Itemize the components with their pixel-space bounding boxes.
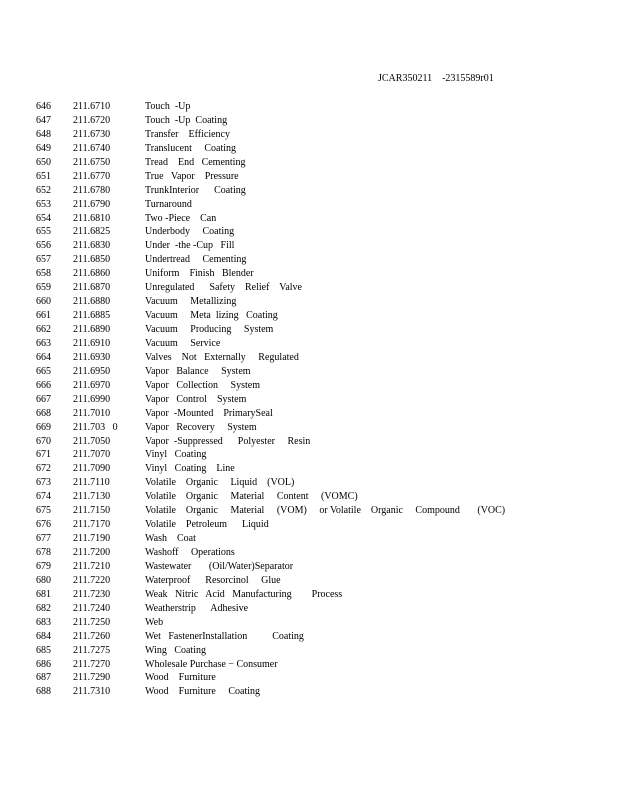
item-number: 651 xyxy=(36,170,51,182)
item-number: 659 xyxy=(36,282,51,294)
section-number: 211.7190 xyxy=(73,533,111,545)
defined-term: Tread End Cementing xyxy=(145,156,246,168)
defined-term: Web xyxy=(145,616,164,628)
defined-term: Volatile Petroleum Liquid xyxy=(145,519,269,531)
defined-term: Vapor Recovery System xyxy=(145,421,257,433)
defined-term: TrunkInterior Coating xyxy=(145,184,246,196)
list-item xyxy=(0,281,618,295)
item-number: 676 xyxy=(36,519,51,531)
list-item xyxy=(0,379,618,393)
defined-term: Under -the -Cup Fill xyxy=(145,240,235,252)
section-number: 211.7150 xyxy=(73,505,111,517)
defined-term: Wood Furniture Coating xyxy=(145,686,261,698)
list-item xyxy=(0,602,618,616)
defined-term: Vapor -Mounted PrimarySeal xyxy=(145,407,273,419)
item-number: 649 xyxy=(36,142,51,154)
section-number: 211.6730 xyxy=(73,128,111,140)
section-number: 211.7290 xyxy=(73,672,111,684)
list-item xyxy=(0,100,618,114)
section-number: 211.6885 xyxy=(73,310,111,322)
section-number: 211.703 0 xyxy=(73,421,118,433)
item-number: 654 xyxy=(36,212,51,224)
list-item xyxy=(0,156,618,170)
defined-term: Two -Piece Can xyxy=(145,212,217,224)
section-number: 211.6710 xyxy=(73,101,111,112)
item-number: 685 xyxy=(36,644,51,656)
list-item xyxy=(0,365,618,379)
list-item xyxy=(0,337,618,351)
defined-term: Wastewater (Oil/Water)Separator xyxy=(145,560,294,572)
section-number: 211.6950 xyxy=(73,365,111,377)
list-item xyxy=(0,448,618,462)
list-item xyxy=(0,476,618,490)
item-number: 657 xyxy=(36,254,51,266)
list-item xyxy=(0,616,618,630)
defined-term: Vapor Balance System xyxy=(145,365,251,377)
list-item xyxy=(0,532,618,546)
list-item xyxy=(0,267,618,281)
defined-term: Vapor -Suppressed Polyester Resin xyxy=(145,435,311,447)
section-number: 211.6825 xyxy=(73,226,111,238)
defined-term: Transfer Efficiency xyxy=(145,128,230,140)
list-item xyxy=(0,393,618,407)
item-number: 670 xyxy=(36,435,51,447)
defined-term: Vacuum Meta lizing Coating xyxy=(145,310,278,322)
defined-term: Underbody Coating xyxy=(145,226,235,238)
item-number: 652 xyxy=(36,184,51,196)
section-number: 211.6970 xyxy=(73,379,111,391)
section-number: 211.7240 xyxy=(73,602,111,614)
list-item xyxy=(0,421,618,435)
list-item xyxy=(0,114,618,128)
item-number: 672 xyxy=(36,463,51,475)
defined-term: Waterproof Resorcinol Glue xyxy=(145,574,281,586)
section-number: 211.7270 xyxy=(73,658,111,670)
defined-term: Valves Not Externally Regulated xyxy=(145,351,299,363)
section-number: 211.6890 xyxy=(73,324,111,335)
list-item xyxy=(0,142,618,156)
item-number: 647 xyxy=(36,114,51,126)
section-number: 211.6870 xyxy=(73,282,111,294)
list-item xyxy=(0,323,618,337)
section-number: 211.7130 xyxy=(73,491,111,503)
document-id-header: JCAR350211 -2315589r01 xyxy=(378,73,494,84)
defined-term: Weak Nitric Acid Manufacturing Process xyxy=(145,588,343,600)
list-item xyxy=(0,435,618,449)
defined-term: Touch -Up Coating xyxy=(145,114,228,126)
list-item xyxy=(0,212,618,226)
item-number: 660 xyxy=(36,296,51,308)
defined-term: Vacuum Service xyxy=(145,337,221,349)
item-number: 684 xyxy=(36,630,51,642)
list-item xyxy=(0,518,618,532)
list-item xyxy=(0,295,618,309)
item-number: 677 xyxy=(36,533,51,545)
list-item xyxy=(0,574,618,588)
list-item xyxy=(0,644,618,658)
item-number: 661 xyxy=(36,310,51,322)
defined-term: Uniform Finish Blender xyxy=(145,268,254,280)
item-number: 669 xyxy=(36,421,51,433)
item-number: 646 xyxy=(36,101,51,112)
item-number: 665 xyxy=(36,365,51,377)
section-number: 211.7275 xyxy=(73,644,111,656)
list-item xyxy=(0,504,618,518)
defined-term: Washoff Operations xyxy=(145,547,235,558)
item-number: 679 xyxy=(36,560,51,572)
item-number: 671 xyxy=(36,449,51,461)
list-item xyxy=(0,462,618,476)
defined-term: Volatile Organic Liquid (VOL) xyxy=(145,477,295,489)
defined-term: True Vapor Pressure xyxy=(145,170,239,182)
defined-term: Wood Furniture xyxy=(145,672,216,684)
list-item xyxy=(0,128,618,142)
section-number: 211.7220 xyxy=(73,574,111,586)
defined-term: Unregulated Safety Relief Valve xyxy=(145,282,302,294)
defined-term: Touch -Up xyxy=(145,101,191,112)
section-number: 211.7090 xyxy=(73,463,111,475)
section-number: 211.6880 xyxy=(73,296,111,308)
item-number: 664 xyxy=(36,351,51,363)
list-item xyxy=(0,309,618,323)
list-item xyxy=(0,170,618,184)
item-number: 674 xyxy=(36,491,51,503)
list-item xyxy=(0,198,618,212)
list-item xyxy=(0,490,618,504)
section-number: 211.6850 xyxy=(73,254,111,266)
section-number: 211.7170 xyxy=(73,519,111,531)
item-number: 663 xyxy=(36,337,51,349)
section-number: 211.6740 xyxy=(73,142,111,154)
list-item xyxy=(0,225,618,239)
defined-term: Vapor Collection System xyxy=(145,379,260,391)
item-number: 650 xyxy=(36,156,51,168)
section-number: 211.6860 xyxy=(73,268,111,280)
item-number: 655 xyxy=(36,226,51,238)
item-number: 662 xyxy=(36,324,51,335)
section-number: 211.7210 xyxy=(73,560,111,572)
item-number: 673 xyxy=(36,477,51,489)
item-number: 681 xyxy=(36,588,51,600)
section-number: 211.7010 xyxy=(73,407,111,419)
defined-term: Volatile Organic Material (VOM) or Volatile Organic Compound (VOC) xyxy=(145,505,506,517)
item-number: 668 xyxy=(36,407,51,419)
section-number: 211.6720 xyxy=(73,114,111,126)
section-number: 211.6930 xyxy=(73,351,111,363)
section-number: 211.7230 xyxy=(73,588,111,600)
list-item xyxy=(0,588,618,602)
item-number: 687 xyxy=(36,672,51,684)
item-number: 656 xyxy=(36,240,51,252)
defined-term: Vacuum Producing System xyxy=(145,324,274,335)
defined-term: Wing Coating xyxy=(145,644,206,656)
list-item xyxy=(0,407,618,421)
item-number: 653 xyxy=(36,198,51,210)
item-number: 666 xyxy=(36,379,51,391)
list-item xyxy=(0,239,618,253)
list-item xyxy=(0,253,618,267)
list-item xyxy=(0,658,618,672)
defined-term: Undertread Cementing xyxy=(145,254,247,266)
defined-term: Wash Coat xyxy=(145,533,196,545)
list-item xyxy=(0,546,618,560)
defined-term: Vacuum Metallizing xyxy=(145,296,237,308)
section-number: 211.7200 xyxy=(73,547,111,558)
item-number: 667 xyxy=(36,393,51,405)
section-number: 211.6770 xyxy=(73,170,111,182)
item-number: 680 xyxy=(36,574,51,586)
defined-term: Turnaround xyxy=(145,198,192,210)
list-item xyxy=(0,685,618,699)
section-number: 211.6810 xyxy=(73,212,111,224)
item-number: 658 xyxy=(36,268,51,280)
item-number: 675 xyxy=(36,505,51,517)
list-item xyxy=(0,184,618,198)
item-number: 648 xyxy=(36,128,51,140)
defined-term: Vinyl Coating xyxy=(145,449,207,461)
section-number: 211.7050 xyxy=(73,435,111,447)
defined-term: Wet FastenerInstallation Coating xyxy=(145,630,304,642)
section-number: 211.7250 xyxy=(73,616,111,628)
list-item xyxy=(0,630,618,644)
defined-term: Volatile Organic Material Content (VOMC) xyxy=(145,491,358,503)
defined-term: Vinyl Coating Line xyxy=(145,463,235,475)
item-number: 678 xyxy=(36,547,51,558)
item-number: 682 xyxy=(36,602,51,614)
defined-term: Translucent Coating xyxy=(145,142,237,154)
section-number: 211.7110 xyxy=(73,477,110,489)
section-number: 211.7260 xyxy=(73,630,111,642)
section-number: 211.6790 xyxy=(73,198,111,210)
defined-term: Wholesale Purchase − Consumer xyxy=(145,658,278,670)
section-number: 211.6910 xyxy=(73,337,111,349)
item-number: 688 xyxy=(36,686,51,698)
list-item xyxy=(0,351,618,365)
item-number: 686 xyxy=(36,658,51,670)
section-number: 211.6750 xyxy=(73,156,111,168)
defined-term: Vapor Control System xyxy=(145,393,247,405)
section-number: 211.7070 xyxy=(73,449,111,461)
section-number: 211.7310 xyxy=(73,686,111,698)
section-number: 211.6830 xyxy=(73,240,111,252)
item-number: 683 xyxy=(36,616,51,628)
section-number: 211.6780 xyxy=(73,184,111,196)
section-number: 211.6990 xyxy=(73,393,111,405)
list-item xyxy=(0,560,618,574)
list-item xyxy=(0,671,618,685)
definitions-list xyxy=(0,100,618,699)
defined-term: Weatherstrip Adhesive xyxy=(145,602,249,614)
